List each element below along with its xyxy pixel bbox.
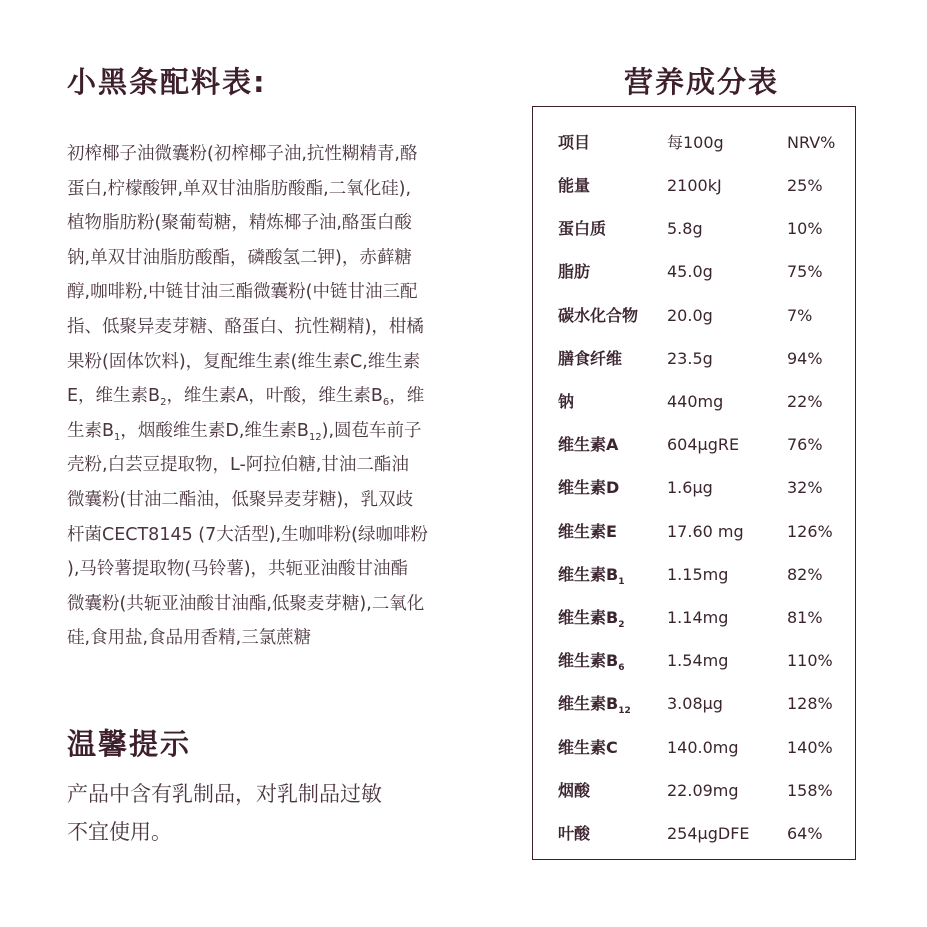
ingredients-line <box>67 621 507 656</box>
ingredients-line <box>67 379 507 414</box>
nutrient-nrv: 140% <box>787 737 833 757</box>
nutrition-table <box>532 106 856 860</box>
nutrient-nrv: 158% <box>787 780 833 800</box>
nutrient-nrv: 75% <box>787 262 823 282</box>
subscript: 1 <box>114 431 121 443</box>
ingredients-segment: 指、低聚异麦芽糖、酪蛋白、抗性糊精)，柑橘 <box>67 316 424 337</box>
nutrient-amount: 604μgRE <box>667 435 740 455</box>
nutrient-nrv: 64% <box>787 824 823 843</box>
tips-line: 不宜使用。 <box>67 820 172 844</box>
nutrient-name-text: 维生素A <box>558 435 619 455</box>
nutrient-name-text: 维生素B <box>558 608 619 627</box>
nutrition-title: 营养成分表 <box>624 65 780 99</box>
nutrient-name <box>558 214 606 244</box>
nutrient-nrv: 128% <box>787 694 833 714</box>
nutrient-name <box>558 517 617 547</box>
ingredients-line <box>67 345 507 380</box>
nutrient-name <box>558 301 638 331</box>
nutrition-row <box>533 776 855 806</box>
ingredients-line <box>67 552 507 587</box>
nutrition-row <box>533 257 855 287</box>
tips-title: 温馨提示 <box>67 727 192 761</box>
ingredients-segment: ),马铃薯提取物(马铃薯)，共轭亚油酸甘油酯 <box>67 559 409 580</box>
ingredients-line <box>67 448 507 483</box>
ingredients-segment: 杆菌CECT8145 (7大活型),生咖啡粉(绿咖啡粉 <box>67 524 428 545</box>
nutrient-amount: 140.0mg <box>667 737 739 757</box>
nutrition-row <box>533 214 855 244</box>
ingredients-line <box>67 241 507 276</box>
nutrient-subscript: 6 <box>618 663 625 674</box>
nutrient-name-text: 膳食纤维 <box>558 348 623 368</box>
ingredients-segment: 果粉(固体饮料)，复配维生素(维生素C,维生素 <box>67 351 421 372</box>
nutrition-row <box>533 517 855 547</box>
nutrient-name-text: 能量 <box>558 176 591 195</box>
nutrient-name-text: 维生素B <box>558 651 619 671</box>
nutrient-subscript: 12 <box>618 706 631 717</box>
nutrient-subscript: 1 <box>618 576 625 587</box>
ingredients-segment: E，维生素B <box>67 386 161 407</box>
ingredients-segment: 壳粉,白芸豆提取物，L-阿拉伯糖,甘油二酯油 <box>67 455 409 476</box>
nutrient-name <box>558 344 622 374</box>
ingredients-segment: 微囊粉(共轭亚油酸甘油酯,低聚麦芽糖),二氧化 <box>67 593 425 614</box>
nutrient-name-text: 钠 <box>558 392 575 411</box>
nutrition-header-row <box>533 128 855 158</box>
nutrient-nrv: 10% <box>787 219 823 239</box>
nutrient-nrv: 126% <box>787 521 833 541</box>
nutrient-amount: 45.0g <box>667 262 713 282</box>
nutrient-name <box>558 733 618 763</box>
subscript: 12 <box>308 431 322 443</box>
nutrition-row <box>533 560 855 590</box>
nutrition-row <box>533 430 855 460</box>
ingredients-line <box>67 172 507 207</box>
ingredients-line <box>67 310 507 345</box>
nutrient-name <box>558 430 618 460</box>
nutrient-name <box>558 257 590 287</box>
ingredients-line <box>67 483 507 518</box>
ingredients-segment: 蛋白,柠檬酸钾,单双甘油脂肪酸酯,二氧化硅), <box>67 178 412 199</box>
ingredients-segment: 微囊粉(甘油二酯油，低聚异麦芽糖)，乳双歧 <box>67 489 414 510</box>
nutrient-nrv: 32% <box>787 478 823 498</box>
ingredients-segment: ，维 <box>389 386 425 407</box>
header-nrv: NRV% <box>787 133 836 152</box>
ingredients-text <box>67 137 507 656</box>
nutrient-amount: 22.09mg <box>667 780 739 800</box>
nutrient-amount: 23.5g <box>667 348 713 368</box>
nutrient-subscript: 2 <box>618 620 625 630</box>
ingredients-line <box>67 206 507 241</box>
ingredients-title: 小黑条配料表: <box>67 65 267 99</box>
nutrient-nrv: 22% <box>787 392 823 411</box>
nutrient-name <box>558 171 590 201</box>
nutrient-name-text: 脂肪 <box>558 262 591 282</box>
nutrient-name-text: 维生素E <box>558 521 617 541</box>
ingredients-segment: 醇,咖啡粉,中链甘油三酯微囊粉(中链甘油三配 <box>67 282 418 303</box>
nutrient-name <box>558 387 574 417</box>
nutrient-amount: 17.60 mg <box>667 521 744 541</box>
nutrient-amount: 1.6μg <box>667 478 713 498</box>
header-per-100g: 每100g <box>667 133 724 152</box>
nutrient-nrv: 25% <box>787 176 823 195</box>
ingredients-line <box>67 137 507 172</box>
nutrition-row <box>533 301 855 331</box>
subscript: 2 <box>160 397 167 409</box>
header-item: 项目 <box>558 133 591 152</box>
nutrient-nrv: 81% <box>787 608 823 627</box>
nutrient-nrv: 82% <box>787 564 823 584</box>
nutrient-amount: 3.08μg <box>667 694 723 714</box>
nutrient-name-text: 维生素B <box>558 564 619 584</box>
subscript: 6 <box>382 397 390 409</box>
nutrient-nrv: 76% <box>787 435 823 455</box>
nutrient-name-text: 维生素C <box>558 737 618 757</box>
ingredients-segment: 植物脂肪粉(聚葡萄糖，精炼椰子油,酪蛋白酸 <box>67 213 412 234</box>
nutrient-amount: 20.0g <box>667 305 713 325</box>
nutrient-name <box>558 819 590 849</box>
ingredients-segment: 初榨椰子油微囊粉(初榨椰子油,抗性糊精青,酪 <box>67 144 418 164</box>
nutrition-row <box>533 171 855 201</box>
nutrient-amount: 254μgDFE <box>667 824 750 843</box>
ingredients-line <box>67 587 507 622</box>
ingredients-segment: 钠,单双甘油脂肪酸酯，磷酸氢二钾)，赤藓糖 <box>67 247 412 268</box>
ingredients-line <box>67 414 507 449</box>
nutrient-name <box>558 646 624 676</box>
nutrition-row <box>533 344 855 374</box>
nutrient-name-text: 维生素D <box>558 478 620 498</box>
nutrient-nrv: 94% <box>787 348 823 368</box>
ingredients-segment: 硅,食用盐,食品用香精,三氯蔗糖 <box>67 628 312 649</box>
ingredients-segment: ),圆苞车前子 <box>321 420 422 441</box>
nutrition-row <box>533 646 855 676</box>
nutrient-name <box>558 689 631 719</box>
nutrient-nrv: 7% <box>787 305 813 325</box>
ingredients-segment: 生素B <box>67 420 115 441</box>
tips-text <box>67 775 487 851</box>
nutrient-amount: 5.8g <box>667 219 703 239</box>
nutrition-row <box>533 473 855 503</box>
nutrition-row <box>533 733 855 763</box>
ingredients-line <box>67 518 507 553</box>
nutrient-nrv: 110% <box>787 651 833 671</box>
nutrient-amount: 1.54mg <box>667 651 729 671</box>
nutrition-row <box>533 819 855 849</box>
nutrient-name-text: 叶酸 <box>558 824 591 843</box>
nutrition-row <box>533 603 855 633</box>
ingredients-segment: ，烟酸维生素D,维生素B <box>120 420 309 441</box>
nutrient-name-text: 碳水化合物 <box>558 305 639 325</box>
nutrition-row <box>533 689 855 719</box>
nutrient-name <box>558 776 590 806</box>
nutrient-amount: 1.15mg <box>667 564 729 584</box>
nutrient-name <box>558 560 624 590</box>
nutrient-amount: 440mg <box>667 392 724 411</box>
nutrient-name <box>558 603 624 633</box>
nutrient-name <box>558 473 619 503</box>
nutrition-row <box>533 387 855 417</box>
tips-line: 产品中含有乳制品，对乳制品过敏 <box>67 782 382 806</box>
nutrient-name-text: 烟酸 <box>558 780 591 800</box>
nutrient-amount: 2100kJ <box>667 176 722 195</box>
nutrient-amount: 1.14mg <box>667 608 729 627</box>
ingredients-line <box>67 275 507 310</box>
nutrient-name-text: 维生素B <box>558 694 619 714</box>
nutrient-name-text: 蛋白质 <box>558 219 607 239</box>
ingredients-segment: ，维生素A，叶酸，维生素B <box>166 386 383 407</box>
